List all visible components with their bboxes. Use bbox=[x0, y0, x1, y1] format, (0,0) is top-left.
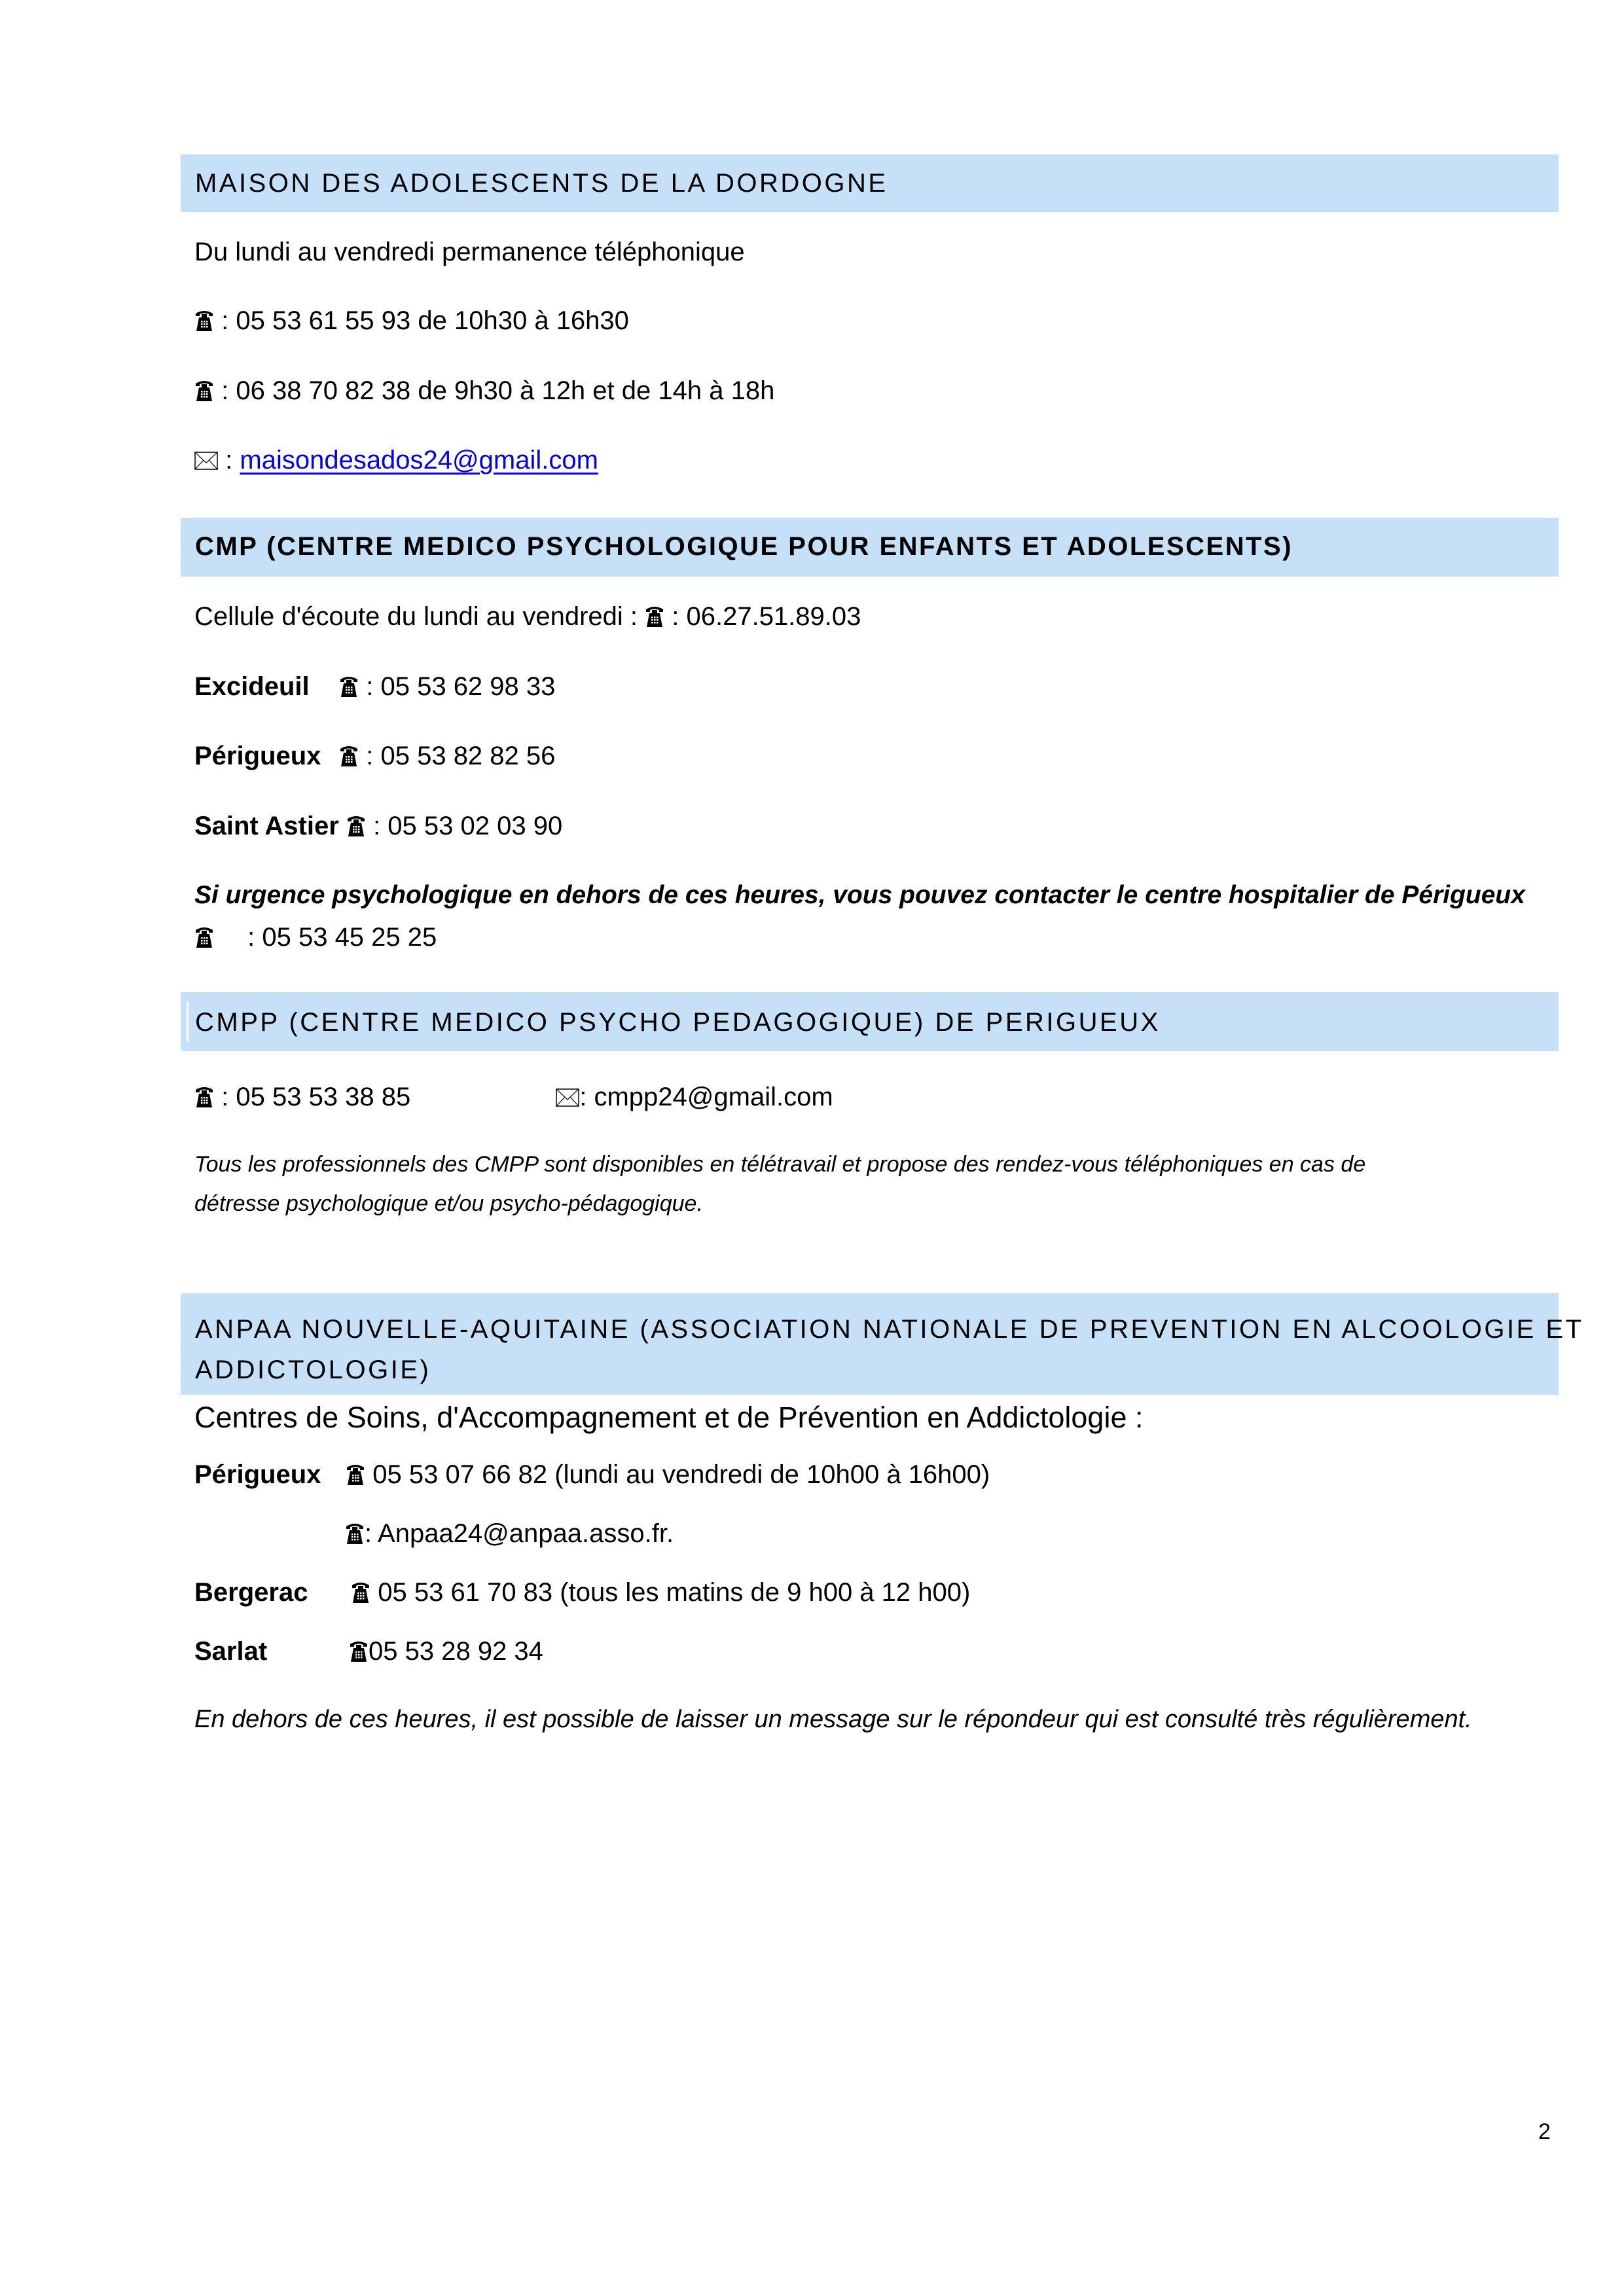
phone-icon bbox=[349, 1639, 369, 1662]
city-label: Excideuil bbox=[194, 672, 310, 701]
cmpp-note-line-2: détresse psychologique et/ou psycho-pédagogique. bbox=[194, 1191, 703, 1216]
email-text[interactable]: : Anpaa24@anpaa.asso.fr. bbox=[365, 1519, 674, 1548]
phone-text: : 05 53 02 03 90 bbox=[373, 812, 563, 840]
anpaa-site-sarlat bbox=[194, 1638, 543, 1664]
anpaa-site-bergerac bbox=[194, 1579, 970, 1605]
phone-icon bbox=[645, 604, 664, 628]
section-title: CMP (CENTRE MEDICO PSYCHOLOGIQUE POUR ENFANTS ET ADOLESCENTS) bbox=[195, 532, 1293, 561]
cmpp-note-line-1: Tous les professionnels des CMPP sont disponibles en télétravail et propose des rendez-vous téléphoniques en cas de bbox=[194, 1152, 1366, 1177]
section-title-line-1: ANPAA NOUVELLE-AQUITAINE (ASSOCIATION NATIONALE DE PREVENTION EN ALCOOLOGIE ET bbox=[195, 1315, 1584, 1344]
cmp-cellule-row bbox=[194, 603, 861, 630]
section-header-anpaa bbox=[181, 1293, 1584, 1395]
phone-text: : 05 53 82 82 56 bbox=[366, 742, 556, 770]
phone-text: : 06.27.51.89.03 bbox=[672, 602, 861, 631]
phone-icon bbox=[194, 925, 214, 948]
phone-icon bbox=[346, 1462, 365, 1486]
maison-email-row bbox=[194, 447, 598, 473]
section-title-line-2: ADDICTOLOGIE) bbox=[195, 1355, 431, 1384]
maison-phone-2 bbox=[194, 378, 774, 404]
phone-text: : 05 53 61 55 93 de 10h30 à 16h30 bbox=[221, 306, 629, 335]
section-title: CMPP (CENTRE MEDICO PSYCHO PEDAGOGIQUE) DE PERIGUEUX bbox=[195, 1008, 1161, 1037]
city-label: Sarlat bbox=[194, 1637, 268, 1666]
phone-icon bbox=[351, 1580, 370, 1604]
anpaa-note: En dehors de ces heures, il est possible de laisser un message sur le répondeur qui est consulté très régulièrement. bbox=[194, 1706, 1472, 1733]
city-label: Périgueux bbox=[194, 1460, 321, 1489]
phone-icon bbox=[194, 378, 214, 402]
section-header-maison bbox=[181, 154, 1559, 212]
cellule-label: Cellule d'écoute du lundi au vendredi : bbox=[194, 602, 638, 631]
phone-text: : 06 38 70 82 38 de 9h30 à 12h et de 14h à 18h bbox=[221, 376, 775, 405]
phone-text: 05 53 28 92 34 bbox=[369, 1637, 543, 1666]
section-title: MAISON DES ADOLESCENTS DE LA DORDOGNE bbox=[195, 169, 888, 198]
cmp-site-perigueux bbox=[194, 743, 555, 769]
phone-icon bbox=[339, 744, 359, 767]
phone-text: : 05 53 45 25 25 bbox=[247, 923, 437, 952]
phone-icon bbox=[194, 308, 214, 332]
email-text[interactable]: : cmpp24@gmail.com bbox=[579, 1083, 833, 1111]
phone-icon bbox=[346, 814, 366, 837]
page-number: 2 bbox=[1538, 2119, 1551, 2144]
text-cursor-mark bbox=[187, 1001, 189, 1042]
email-separator: : bbox=[225, 446, 233, 475]
cmpp-contact-row bbox=[194, 1084, 833, 1110]
envelope-icon bbox=[556, 1088, 579, 1107]
phone-text: 05 53 07 66 82 (lundi au vendredi de 10h00 à 16h00) bbox=[372, 1460, 990, 1489]
envelope-icon bbox=[194, 452, 218, 470]
phone-icon bbox=[339, 674, 359, 698]
maison-intro: Du lundi au vendredi permanence téléphonique bbox=[194, 238, 745, 266]
phone-icon bbox=[345, 1521, 365, 1545]
cmp-site-saint-astier bbox=[194, 813, 562, 839]
phone-text: 05 53 61 70 83 (tous les matins de 9 h00 à 12 h00) bbox=[378, 1578, 971, 1607]
section-header-cmpp bbox=[181, 992, 1559, 1051]
city-label: Bergerac bbox=[194, 1578, 308, 1607]
maison-phone-1 bbox=[194, 308, 629, 334]
phone-text: : 05 53 53 38 85 bbox=[221, 1083, 411, 1111]
city-label: Saint Astier bbox=[194, 812, 339, 840]
phone-icon bbox=[194, 1085, 214, 1108]
anpaa-subtitle: Centres de Soins, d'Accompagnement et de Prévention en Addictologie : bbox=[194, 1401, 1144, 1434]
cmp-urgence-note: Si urgence psychologique en dehors de ces heures, vous pouvez contacter le centre hospitalier de Périgueux bbox=[194, 881, 1525, 909]
anpaa-email-row bbox=[345, 1520, 674, 1547]
anpaa-site-perigueux bbox=[194, 1462, 990, 1488]
email-link[interactable]: maisondesados24@gmail.com bbox=[240, 446, 598, 475]
cmp-site-excideuil bbox=[194, 673, 555, 700]
city-label: Périgueux bbox=[194, 742, 321, 770]
section-header-cmp bbox=[181, 518, 1559, 577]
cmp-urgence-phone-row bbox=[194, 924, 437, 950]
phone-text: : 05 53 62 98 33 bbox=[366, 672, 556, 701]
